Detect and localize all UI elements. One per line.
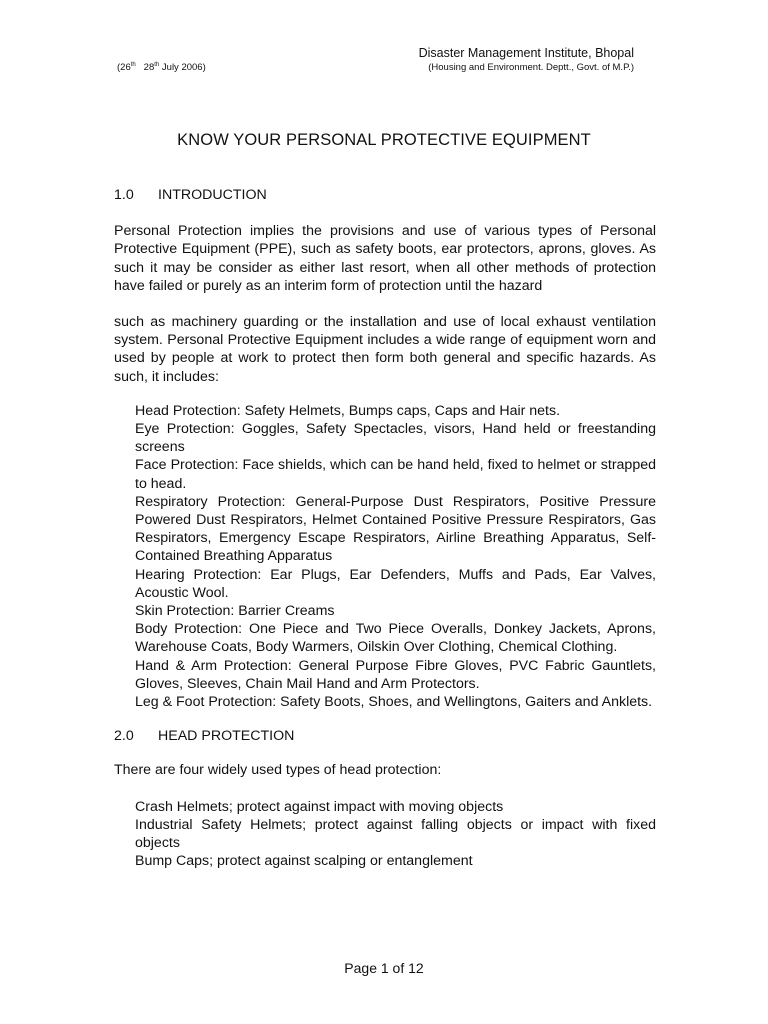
section-title: INTRODUCTION [158, 187, 267, 203]
list-item: Hand & Arm Protection: General Purpose Fibre Gloves, PVC Fabric Gauntlets, Gloves, Sleeves, Chain Mail Hand and Arm Protectors. [135, 657, 656, 692]
section-title: HEAD PROTECTION [158, 728, 295, 745]
list-item: Bump Caps; protect against scalping or entanglement [135, 853, 473, 870]
section-number: 1.0 [114, 187, 134, 203]
page-number: Page 1 of 12 [344, 960, 424, 976]
header-institute [419, 46, 634, 74]
section-number: 2.0 [114, 728, 134, 745]
date-sup2: th [154, 62, 160, 68]
head-protection-list [114, 798, 656, 871]
list-item: Head Protection: Safety Helmets, Bumps caps, Caps and Hair nets. [135, 402, 561, 419]
date-sup1: th [130, 62, 136, 68]
list-item: Eye Protection: Goggles, Safety Spectacles, visors, Hand held or freestanding screens [135, 421, 656, 456]
section-heading-head-protection [114, 727, 656, 745]
list-item: Face Protection: Face shields, which can be hand held, fixed to helmet or strapped to head. [135, 457, 656, 492]
date-day1: (26 [117, 62, 131, 73]
intro-paragraph-2: such as machinery guarding or the installation and use of local exhaust ventilation system. Personal Protective Equipment includes a wide range of equipment worn and used by people at work to protect then form both general and specific hazards. As such, it includes: [114, 314, 656, 385]
list-item: Hearing Protection: Ear Plugs, Ear Defenders, Muffs and Pads, Ear Valves, Acoustic Wool. [135, 566, 656, 601]
list-item: Body Protection: One Piece and Two Piece Overalls, Donkey Jackets, Aprons, Warehouse Coats, Body Warmers, Oilskin Over Clothing, Chemical Clothing. [135, 621, 656, 656]
document-body [114, 186, 656, 871]
department-name: (Housing and Environment. Deptt., Govt. of M.P.) [428, 62, 634, 73]
document-title: KNOW YOUR PERSONAL PROTECTIVE EQUIPMENT [177, 131, 591, 149]
list-item: Skin Protection: Barrier Creams [135, 603, 335, 620]
list-item: Respiratory Protection: General-Purpose Dust Respirators, Positive Pressure Powered Dust Respirators, Helmet Contained Positive Pressure Respirators, Gas Respirators, Emergency Escape Respirators, Airline Breathing Apparatus, Self-Contained Breathing Apparatus [135, 493, 656, 565]
institute-name: Disaster Management Institute, Bhopal [418, 46, 634, 60]
header-date [117, 62, 206, 73]
section-heading-introduction [114, 186, 656, 204]
ppe-list [114, 402, 656, 711]
head-protection-paragraph: There are four widely used types of head protection: [114, 762, 442, 779]
list-item: Industrial Safety Helmets; protect against falling objects or impact with fixed objects [135, 816, 656, 852]
date-rest: July 2006) [159, 62, 206, 73]
intro-paragraph-1: Personal Protection implies the provisions and use of various types of Personal Protective Equipment (PPE), such as safety boots, ear protectors, aprons, gloves. As such it may be consider as either last resort, when all other methods of protection have failed or purely as an interim form of protection until the hazard [114, 223, 656, 294]
date-day2: 28 [143, 62, 155, 73]
list-item: Leg & Foot Protection: Safety Boots, Shoes, and Wellingtons, Gaiters and Anklets. [135, 694, 653, 711]
list-item: Crash Helmets; protect against impact with moving objects [135, 798, 504, 815]
